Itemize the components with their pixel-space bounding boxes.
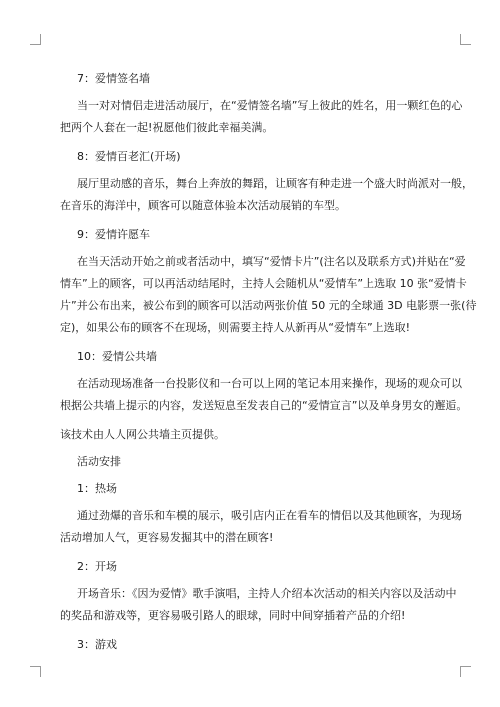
crop-mark-bottom-right (460, 666, 471, 677)
section-paragraph (60, 95, 463, 139)
paragraph-line: 开场音乐：《因为爱情》歌手演唱，主持人介绍本次活动的相关内容以及活动中 (77, 587, 457, 600)
paragraph-line: 当一对对情侣走进活动展厅，在“爱情签名墙”写上彼此的姓名，用一颗红色的心 (77, 99, 463, 112)
schedule-heading: 3：游戏 (77, 638, 117, 651)
section-heading: 8：爱情百老汇(开场) (77, 150, 181, 163)
paragraph-line: 活动增加人气，更容易发掘其中的潜在顾客! (60, 531, 274, 544)
paragraph-line: 通过劲爆的音乐和车模的展示，吸引店内正在看车的情侣以及其他顾客，为现场 (77, 509, 462, 522)
section-heading: 9：爱情许愿车 (77, 228, 150, 241)
schedule-heading: 2：开场 (77, 560, 117, 573)
crop-mark-bottom-left (30, 666, 41, 677)
schedule-heading: 1：热场 (77, 482, 117, 495)
paragraph-line: 在活动现场准备一台投影仪和一台可以上网的笔记本用来操作，现场的观众可以 (77, 377, 462, 390)
schedule-paragraph (60, 583, 457, 627)
section-heading: 10：爱情公共墙 (77, 350, 157, 363)
section-paragraph (60, 173, 473, 217)
paragraph-line: 的奖品和游戏等，更容易吸引路人的眼球，同时中间穿插着产品的介绍! (60, 609, 406, 622)
crop-mark-top-left (30, 34, 41, 45)
paragraph-line: 把两个人套在一起!祝愿他们彼此幸福美满。 (60, 121, 274, 134)
section-paragraph (60, 251, 477, 339)
crop-mark-top-right (460, 34, 471, 45)
paragraph-line: 根据公共墙上提示的内容，发送短息至发表自己的“爱情宣言”以及单身男女的邂逅。 (60, 399, 468, 412)
section-paragraph (60, 373, 468, 417)
paragraph-line: 情车”上的顾客，可以再活动结尾时，主持人会随机从“爱情车”上选取 10 张“爱情卡 (60, 277, 467, 290)
paragraph-line: 在当天活动开始之前或者活动中，填写“爱情卡片”(注名以及联系方式)并贴在“爱 (77, 255, 466, 268)
section-heading: 7：爱情签名墙 (77, 72, 150, 85)
schedule-title: 活动安排 (77, 455, 121, 468)
paragraph-line: 定)，如果公布的顾客不在现场，则需要主持人从新再从“爱情车”上选取! (60, 321, 411, 334)
schedule-paragraph (60, 505, 462, 549)
standalone-line: 该技术由人人网公共墙主页提供。 (60, 428, 225, 441)
paragraph-line: 在音乐的海洋中，顾客可以随意体验本次活动展销的车型。 (60, 199, 346, 212)
paragraph-line: 展厅里动感的音乐，舞台上奔放的舞蹈，让顾客有种走进一个盛大时尚派对一般， (77, 177, 473, 190)
paragraph-line: 片”并公布出来，被公布到的顾客可以活动两张价值 50 元的全球通 3D 电影票一张(待 (60, 299, 477, 312)
document-body (60, 68, 477, 661)
